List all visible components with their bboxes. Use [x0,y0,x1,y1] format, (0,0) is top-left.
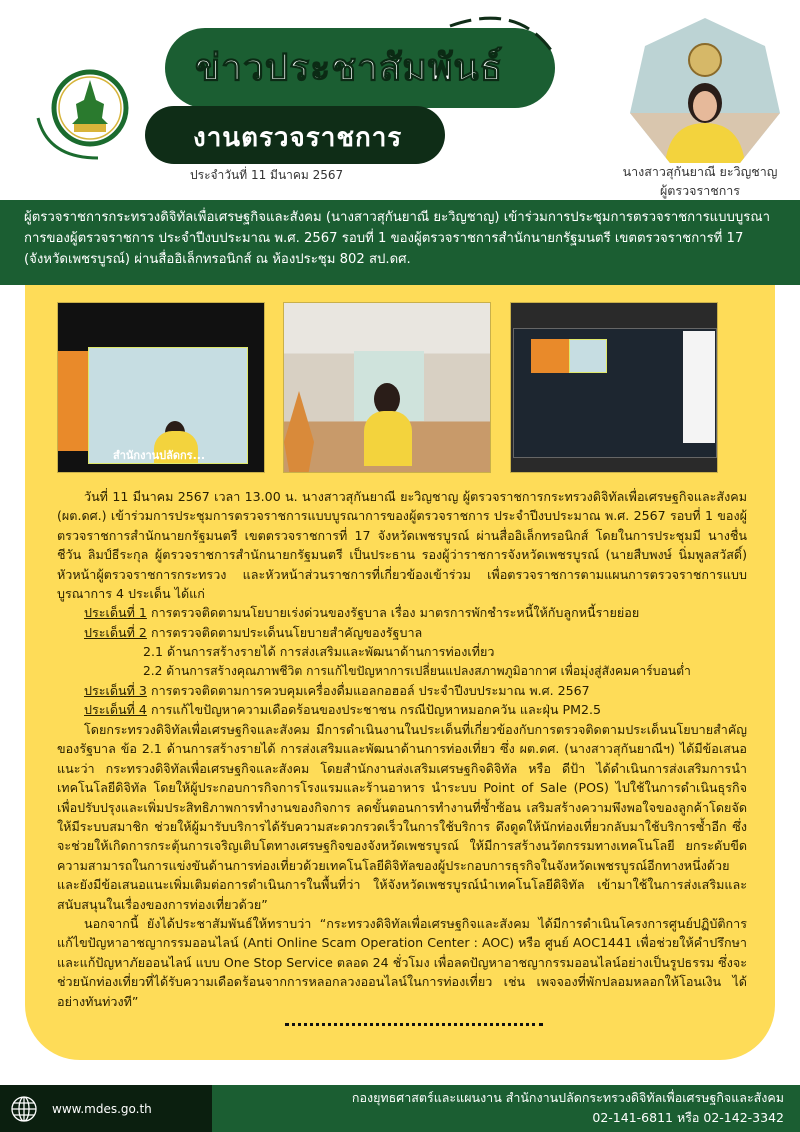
sub-issue-2-2: 2.2 ด้านการสร้างคุณภาพชีวิต การแก้ไขปัญหาการเปลี่ยนแปลงสภาพภูมิอากาศ เพื่อมุ่งสู่สังคมคาร์บอนต่ำ [143,663,691,678]
footer-org: กองยุทธศาสตร์และแผนงาน สำนักงานปลัดกระทรวงดิจิทัลเพื่อเศรษฐกิจและสังคม [351,1090,784,1105]
decorative-arc [430,6,570,106]
meeting-photo-1 [57,302,265,473]
intro-paragraph: วันที่ 11 มีนาคม 2567 เวลา 13.00 น. นางสาวสุกันยาณี ยะวิญชาญ ผู้ตรวจราชการกระทรวงดิจิทัลเพื่อเศรษฐกิจและสังคม (ผต.ดศ.) เข้าร่วมการประชุมการตรวจราชการแบบบูรณาการของผู้ตรวจราชการ ประจำปีงบประมาณ พ.ศ. 2567 รอบที่ 1 ของผู้ตรวจราชการสำนักนายกรัฐมนตรี เขตตรวจราชการที่ 17 จังหวัดเพชรบูรณ์ ผ่านสื่ออิเล็กทรอนิกส์ โดยในการประชุมมี นางชื่นชีวัน ลิมป์ธีระกุล ผู้ตรวจราชการสำนักนายกรัฐมนตรี เป็นประธาน รองผู้ว่าราชการจังหวัดเพชรบูรณ์ (นายสืบพงษ์ นิ่มพูลสวัสดิ์) หัวหน้าผู้ตรวจราชการกระทรวง และหัวหน้าส่วนราชการที่เกี่ยวข้องเข้าร่วม เพื่อตรวจราชการตามแผนการตรวจราชการแบบบูรณาการ 4 ประเด็น ได้แก่ [57,489,747,602]
ministry-logo [28,58,140,170]
issue-date: ประจำวันที่ 11 มีนาคม 2567 [190,168,344,182]
footer-phone: 02-141-6811 หรือ 02-142-3342 [592,1110,784,1125]
person-role: ผู้ตรวจราชการ [659,183,741,198]
issue-4: ประเด็นที่ 4 การแก้ไขปัญหาความเดือดร้อนของประชาชน กรณีปัญหาหมอกควัน และฝุ่น PM2.5 [84,702,601,718]
footer-website [0,1085,212,1132]
page-title: ข่าวประชาสัมพันธ์ [195,46,504,89]
sub-issue-2-1: 2.1 ด้านการสร้างรายได้ การส่งเสริมและพัฒนาด้านการท่องเที่ยว [143,644,495,660]
issue-3: ประเด็นที่ 3 การตรวจติดตามการควบคุมเครื่องดื่มแอลกอฮอล์ ประจำปีงบประมาณ พ.ศ. 2567 [84,683,590,699]
issue-2: ประเด็นที่ 2 การตรวจติดตามประเด็นนโยบายสำคัญของรัฐบาล [84,624,423,640]
page-subtitle: งานตรวจราชการ [193,123,403,153]
footer-contact [212,1085,800,1132]
issue-1: ประเด็นที่ 1 การตรวจติดตามนโยบายเร่งด่วนของรัฐบาล เรื่อง มาตรการพักชำระหนี้ให้กับลูกหนี้รายย่อย [84,605,640,621]
website-link[interactable]: www.mdes.go.th [52,1101,152,1116]
divider-dots [285,1023,543,1026]
subtitle-banner [145,106,445,164]
aoc-paragraph: นอกจากนี้ ยังได้ประชาสัมพันธ์ให้ทราบว่า “กระทรวงดิจิทัลเพื่อเศรษฐกิจและสังคม ได้มีการดำเนินโครงการศูนย์ปฏิบัติการแก้ไขปัญหาอาชญากรรมออนไลน์ (Anti Online Scam Operation Center : AOC) หรือ ศูนย์ AOC1441 เพื่อช่วยให้คำปรึกษาและแก้ปัญหาภัยออนไลน์ แบบ One Stop Service ตลอด 24 ชั่วโมง เพื่อลดปัญหาอาชญากรรมออนไลน์อย่างเป็นรูปธรรม ซึ่งจะช่วยนักท่องเที่ยวที่ได้รับความเดือดร้อนจากการหลอกลวงออนไลน์ในการท่องเที่ยว เช่น เพจจองที่พักปลอมหลอกให้โอนเงิน ได้อย่างทันท่วงที” [57,915,747,1009]
inspector-portrait [630,18,780,163]
headline: ผู้ตรวจราชการกระทรวงดิจิทัลเพื่อเศรษฐกิจและสังคม (นางสาวสุกันยาณี ยะวิญชาญ) เข้าร่วมการประชุมการตรวจราชการแบบบูรณาการของผู้ตรวจราชการ ประจำปีงบประมาณ พ.ศ. 2567 รอบที่ 1 ของผู้ตรวจราชการสำนักนายกรัฐมนตรี เขตตรวจราชการที่ 17 (จังหวัดเพชรบูรณ์) ผ่านสื่ออิเล็กทรอนิกส์ ณ ห้องประชุม 802 สป.ดศ. [0,200,800,285]
meeting-photo-3 [510,302,718,473]
meeting-photo-2 [283,302,491,473]
article-body [57,487,747,1011]
policy-paragraph: โดยกระทรวงดิจิทัลเพื่อเศรษฐกิจและสังคม มีการดำเนินงานในประเด็นที่เกี่ยวข้องกับการตรวจติดตามประเด็นนโยบายสำคัญของรัฐบาล ข้อ 2.1 ด้านการสร้างรายได้ การส่งเสริมและพัฒนาด้านการท่องเที่ยว ซึ่ง ผต.ดศ. (นางสาวสุกันยาณีฯ) ได้มีข้อเสนอแนะว่า กระทรวงดิจิทัลเพื่อเศรษฐกิจและสังคม โดยสำนักงานส่งเสริมเศรษฐกิจดิจิทัล หรือ ดีป้า ได้ดำเนินการส่งเสริมการนำเทคโนโลยีดิจิทัล โดยให้ผู้ประกอบการกิจการโรงแรมและร้านอาหาร นำระบบ Point of Sale (POS) ไปใช้ในการดำเนินธุรกิจ เพื่อปรับปรุงและเพิ่มประสิทธิภาพการทำงานของกิจการ ลดขั้นตอนการทำงานที่ซ้ำซ้อน เสริมสร้างความพึงพอใจของลูกค้าโดยจัดให้มีระบบสมาชิก ช่วยให้ผู้มารับบริการได้รับความสะดวกรวดเร็วในการใช้บริการ ดึงดูดให้นักท่องเที่ยวกลับมาใช้บริการซ้ำอีก ซึ่งจะช่วยให้เกิดการกระตุ้นการเจริญเติบโตทางเศรษฐกิจของจังหวัดเพชรบูรณ์ ให้มีการสร้างนวัตกรรมทางเทคโนโลยี ยกระดับขีดความสามารถในการแข่งขันด้านการท่องเที่ยวด้วยเทคโนโลยีดิจิทัลของผู้ประกอบการธุรกิจในจังหวัดเพชรบูรณ์อีกทางหนึ่งด้วย และยังมีข้อเสนอแนะเพิ่มเติมต่อการดำเนินการในพื้นที่ว่า ให้จังหวัดเพชรบูรณ์นำเทคโนโลยีดิจิทัล เข้ามาใช้ในการส่งเสริมและสนับสนุนในเรื่องของการท่องเที่ยวด้วย” [57,721,747,912]
globe-icon [10,1095,38,1123]
photo-caption: สำนักงานปลัดกร... [113,449,206,462]
person-name: นางสาวสุกันยาณี ยะวิญชาญ [622,164,778,179]
